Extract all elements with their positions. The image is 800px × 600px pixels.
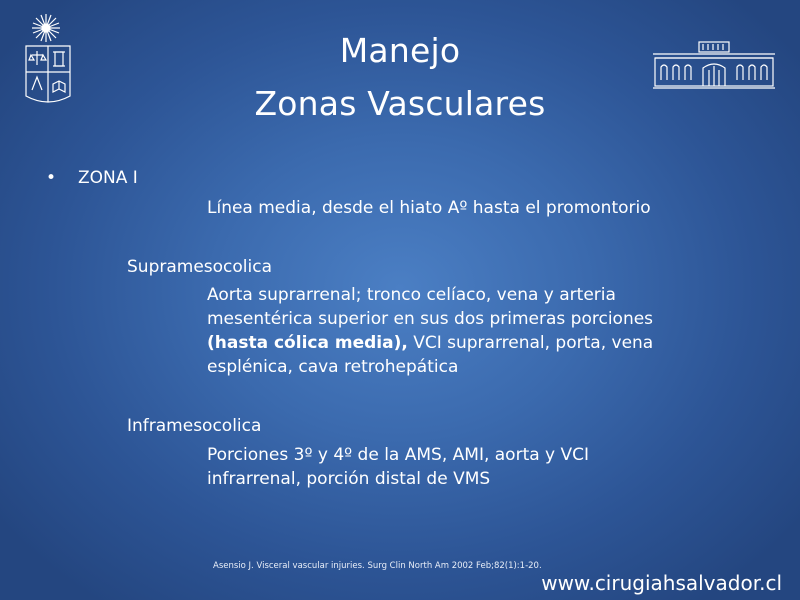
- slide-title-line2: Zonas Vasculares: [254, 84, 546, 123]
- hospital-building-icon: [651, 40, 777, 92]
- university-crest-icon: [22, 10, 78, 110]
- supramesocolica-line3-rest: VCI suprarrenal, porta, vena: [407, 333, 654, 353]
- supramesocolica-line2: mesentérica superior en sus dos primeras porciones: [207, 309, 654, 329]
- slide-title-line1: Manejo: [339, 31, 461, 70]
- supramesocolica-line3: [207, 331, 697, 355]
- inframesocolica-line1: Porciones 3º y 4º de la AMS, AMI, aorta y VCI: [207, 445, 590, 465]
- supramesocolica-bold-text: (hasta cólica media),: [207, 333, 408, 353]
- zona-i-heading: ZONA I: [78, 168, 138, 188]
- website-url: www.cirugiahsalvador.cl: [541, 571, 782, 595]
- supramesocolica-line1: Aorta suprarrenal; tronco celíaco, vena y arteria: [207, 285, 616, 305]
- inframesocolica-paragraph: [207, 443, 657, 491]
- supramesocolica-paragraph: [207, 283, 697, 379]
- bullet-icon: •: [46, 168, 57, 188]
- inframesocolica-heading: Inframesocolica: [127, 416, 262, 436]
- zona-i-description: Línea media, desde el hiato Aº hasta el promontorio: [207, 198, 651, 218]
- supramesocolica-line4: esplénica, cava retrohepática: [207, 357, 459, 377]
- inframesocolica-line2: infrarrenal, porción distal de VMS: [207, 469, 491, 489]
- supramesocolica-heading: Supramesocolica: [127, 257, 272, 277]
- citation-reference: Asensio J. Visceral vascular injuries. Surg Clin North Am 2002 Feb;82(1):1-20.: [213, 561, 542, 571]
